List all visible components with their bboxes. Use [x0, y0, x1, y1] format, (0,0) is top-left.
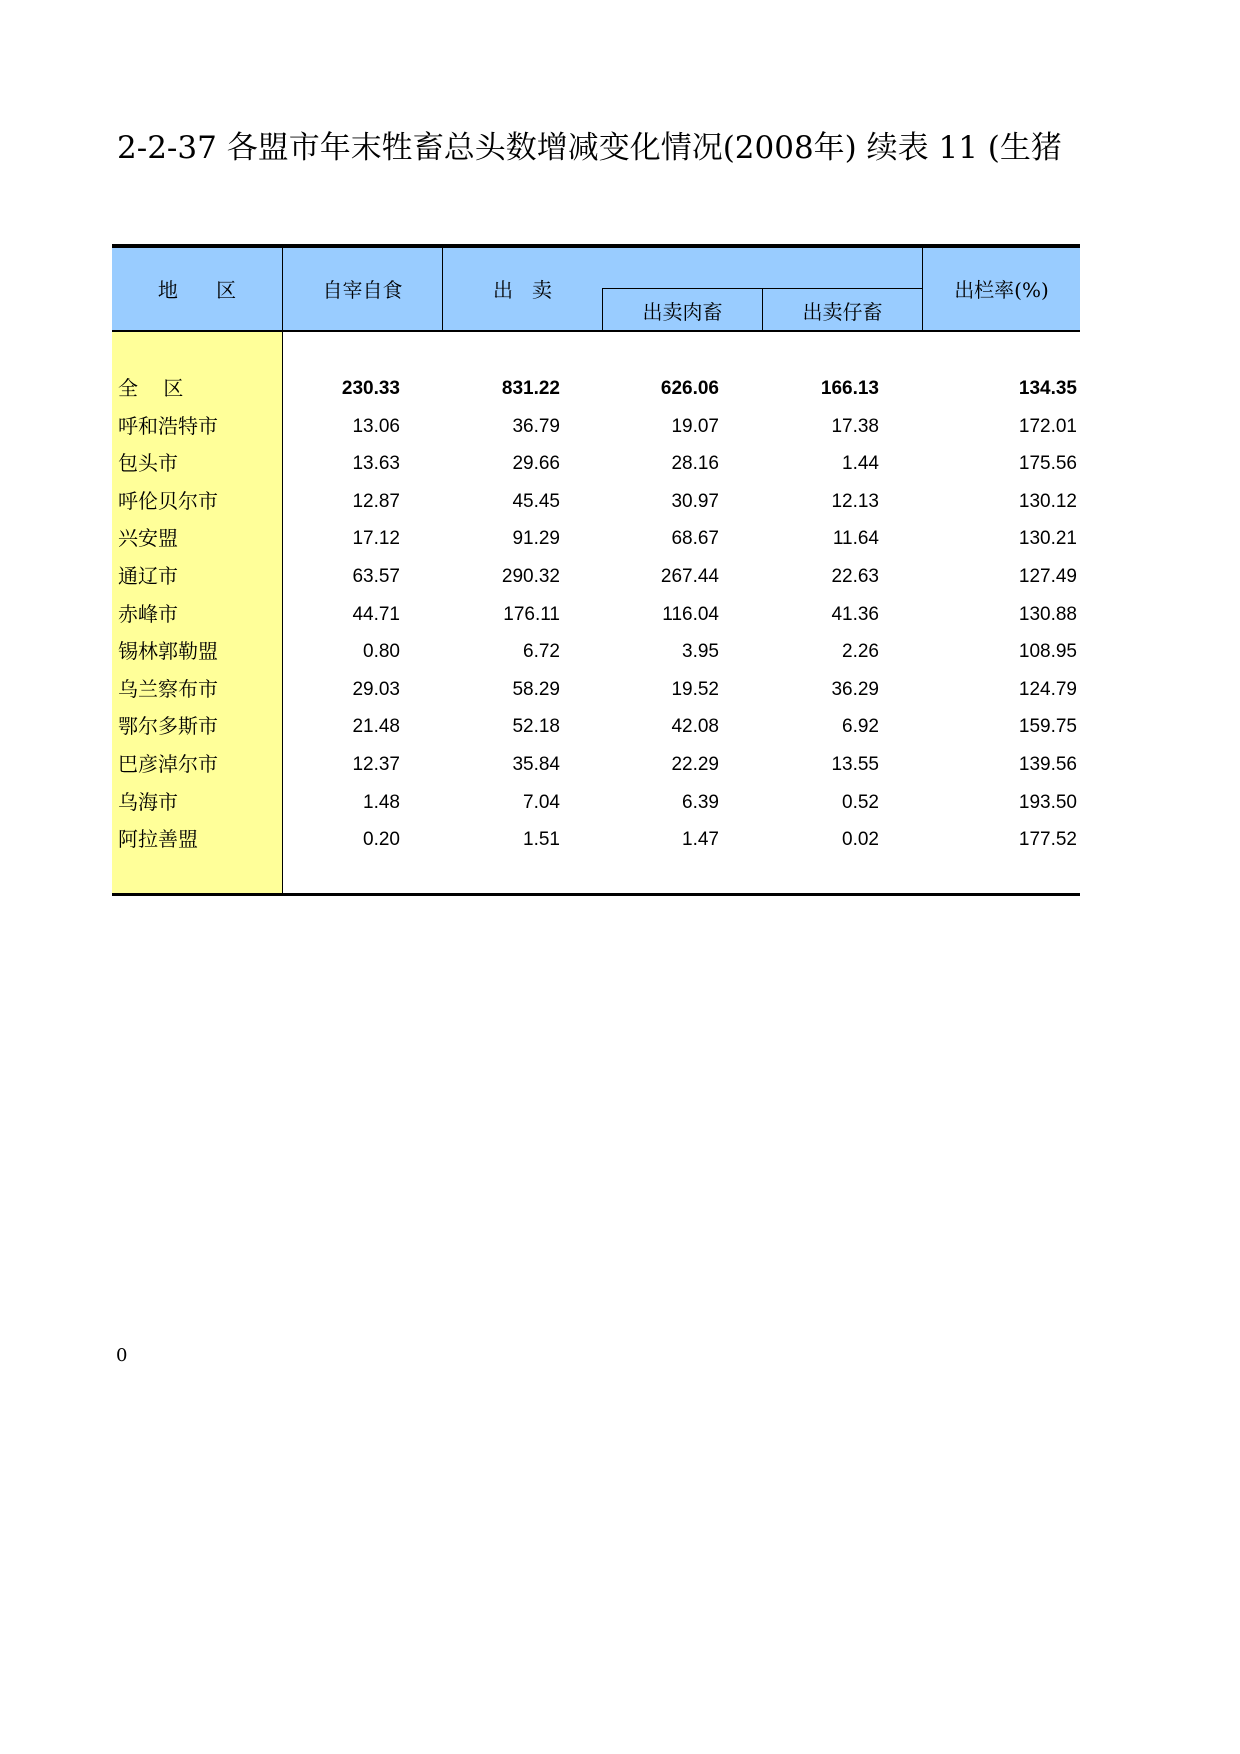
sold-young-value: 22.63 — [831, 565, 879, 587]
sold-value: 45.45 — [512, 490, 560, 512]
statistics-table — [112, 244, 1080, 896]
offtake-rate-value: 130.21 — [1018, 528, 1077, 550]
sold-meat-value: 68.67 — [671, 528, 719, 550]
sold-young-value: 36.29 — [831, 678, 879, 700]
sold-young-value: 1.44 — [842, 453, 879, 475]
sold-meat-value: 42.08 — [671, 716, 719, 738]
offtake-rate-value: 175.56 — [1018, 453, 1077, 475]
sold-meat-value: 28.16 — [671, 453, 719, 475]
sold-value: 290.32 — [501, 565, 560, 587]
region-name: 锡林郭勒盟 — [118, 639, 218, 664]
offtake-rate-value: 127.49 — [1018, 565, 1077, 587]
header-self-slaughter: 自宰自食 — [322, 278, 403, 302]
sold-meat-value: 19.52 — [671, 678, 719, 700]
sold-meat-value: 267.44 — [660, 565, 719, 587]
sold-young-value: 166.13 — [820, 378, 879, 399]
header-sold-meat: 出卖肉畜 — [642, 300, 723, 324]
offtake-rate-value: 193.50 — [1018, 791, 1077, 813]
sold-value: 35.84 — [512, 753, 560, 775]
sold-value: 52.18 — [512, 716, 560, 738]
sold-meat-value: 626.06 — [660, 378, 719, 399]
offtake-rate-value: 139.56 — [1018, 753, 1077, 775]
sold-young-value: 0.52 — [842, 791, 879, 813]
sold-meat-value: 22.29 — [671, 753, 719, 775]
header-sold: 出 卖 — [492, 278, 553, 302]
self-slaughter-value: 230.33 — [341, 378, 400, 399]
sold-value: 29.66 — [512, 453, 560, 475]
table-row — [112, 746, 1080, 784]
sold-meat-value: 116.04 — [662, 603, 719, 625]
region-name: 呼伦贝尔市 — [118, 488, 218, 513]
table-row — [112, 708, 1080, 746]
header-sold-young: 出卖仔畜 — [802, 300, 883, 324]
sold-value: 58.29 — [512, 678, 560, 700]
sold-young-value: 6.92 — [842, 716, 879, 738]
self-slaughter-value: 1.48 — [363, 791, 400, 813]
self-slaughter-value: 17.12 — [352, 528, 400, 550]
table-bottom-rule — [112, 893, 1080, 896]
sold-meat-value: 30.97 — [671, 490, 719, 512]
offtake-rate-value: 130.12 — [1018, 490, 1077, 512]
sold-meat-value: 3.95 — [682, 641, 719, 663]
offtake-rate-value: 177.52 — [1018, 829, 1077, 851]
table-row — [112, 483, 1080, 521]
sold-young-value: 17.38 — [831, 415, 879, 437]
self-slaughter-value: 0.80 — [363, 641, 400, 663]
self-slaughter-value: 12.37 — [352, 753, 400, 775]
table-row — [112, 520, 1080, 558]
offtake-rate-value: 124.79 — [1018, 678, 1077, 700]
table-body — [112, 370, 1080, 859]
page-title: 2-2-37 各盟市年末牲畜总头数增减变化情况(2008年) 续表 11 (生猪 — [117, 130, 1062, 166]
table-row-total — [112, 370, 1080, 408]
region-name: 全 区 — [118, 376, 184, 400]
sold-value: 1.51 — [523, 829, 560, 851]
sold-young-value: 2.26 — [842, 641, 879, 663]
table-top-rule — [112, 244, 1080, 248]
sold-meat-value: 6.39 — [682, 791, 719, 813]
sold-young-value: 11.64 — [832, 528, 879, 550]
region-name: 兴安盟 — [118, 526, 178, 551]
self-slaughter-value: 44.71 — [352, 603, 400, 625]
self-slaughter-value: 21.48 — [352, 716, 400, 738]
region-name: 赤峰市 — [118, 601, 178, 626]
sold-value: 831.22 — [501, 378, 560, 399]
header-region: 地 区 — [157, 278, 237, 302]
sold-value: 91.29 — [512, 528, 560, 550]
table-row — [112, 408, 1080, 446]
table-row — [112, 671, 1080, 709]
table-row — [112, 633, 1080, 671]
table-row — [112, 784, 1080, 822]
region-name: 阿拉善盟 — [118, 827, 198, 852]
header-bottom-rule — [112, 330, 1080, 332]
self-slaughter-value: 29.03 — [352, 678, 400, 700]
table-row — [112, 596, 1080, 634]
sold-young-value: 41.36 — [831, 603, 879, 625]
sold-value: 36.79 — [512, 415, 560, 437]
page-number: 0 — [116, 1345, 128, 1366]
sold-young-value: 0.02 — [842, 829, 879, 851]
sold-value: 176.11 — [503, 603, 560, 625]
region-name: 巴彦淖尔市 — [118, 751, 218, 776]
offtake-rate-value: 159.75 — [1018, 716, 1077, 738]
self-slaughter-value: 0.20 — [363, 829, 400, 851]
table-row — [112, 445, 1080, 483]
offtake-rate-value: 108.95 — [1018, 641, 1077, 663]
offtake-rate-value: 134.35 — [1018, 378, 1077, 399]
sold-meat-value: 1.47 — [682, 829, 719, 851]
region-name: 呼和浩特市 — [118, 413, 218, 438]
sold-young-value: 13.55 — [831, 753, 879, 775]
self-slaughter-value: 13.06 — [352, 415, 400, 437]
region-name: 通辽市 — [118, 563, 178, 588]
sold-meat-value: 19.07 — [671, 415, 719, 437]
self-slaughter-value: 13.63 — [352, 453, 400, 475]
table-row — [112, 558, 1080, 596]
table-row — [112, 821, 1080, 859]
self-slaughter-value: 12.87 — [352, 490, 400, 512]
region-name: 乌海市 — [118, 789, 178, 814]
header-offtake-rate: 出栏率(%) — [954, 278, 1049, 302]
sold-young-value: 12.13 — [831, 490, 879, 512]
offtake-rate-value: 172.01 — [1018, 415, 1077, 437]
subheader-rule — [602, 288, 922, 289]
region-name: 包头市 — [118, 451, 178, 476]
sold-value: 7.04 — [523, 791, 560, 813]
sold-value: 6.72 — [523, 641, 560, 663]
self-slaughter-value: 63.57 — [352, 565, 400, 587]
region-name: 鄂尔多斯市 — [118, 714, 218, 739]
offtake-rate-value: 130.88 — [1018, 603, 1077, 625]
region-name: 乌兰察布市 — [118, 676, 218, 701]
